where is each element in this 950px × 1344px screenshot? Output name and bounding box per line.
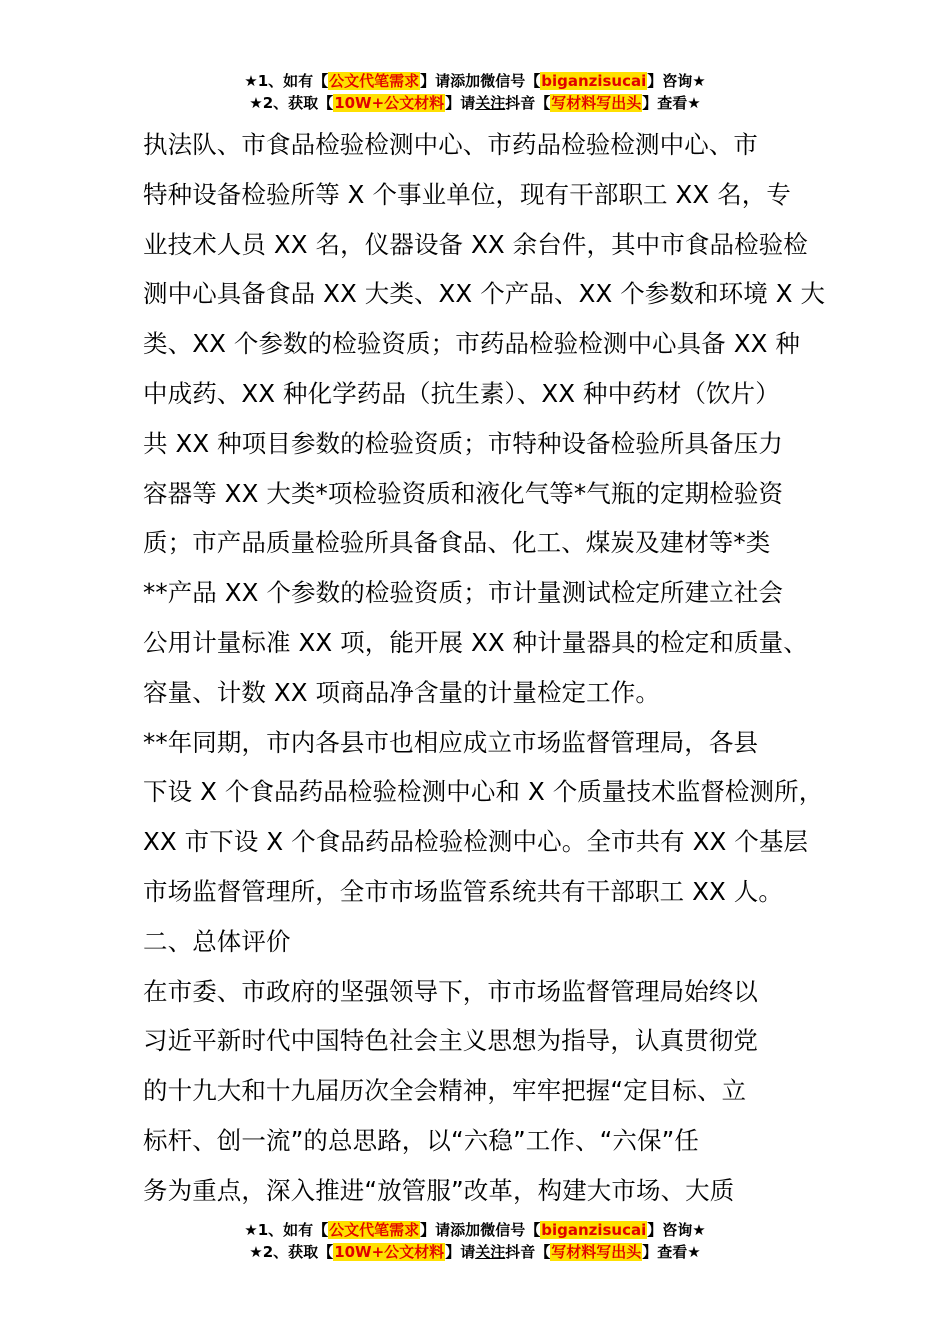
text-line: 容量、计数 XX 项商品净含量的计量检定工作。 [143, 677, 660, 707]
banner-underlined-text: 关注 [475, 1243, 506, 1261]
banner-text: 】请添加 [420, 1221, 481, 1239]
text-line: 公用计量标准 XX 项，能开展 XX 种计量器具的检定和质量、 [143, 627, 808, 657]
banner-highlight: 写材料写出头 [551, 1243, 642, 1261]
banner-text: 】请 [445, 1243, 476, 1261]
banner-text: ★1、如有【 [244, 72, 329, 90]
text-line: 共 XX 种项目参数的检验资质；市特种设备检验所具备压力 [143, 428, 783, 458]
text-line: **产品 XX 个参数的检验资质；市计量测试检定所建立社会 [143, 578, 784, 608]
banner-text: 】查看★ [642, 1243, 701, 1261]
banner-text: ★2、获取【 [249, 94, 334, 112]
banner-highlight: 10W+公文材料 [334, 1243, 445, 1261]
text-line: 下设 X 个食品药品检验检测中心和 X 个质量技术监督检测所， [143, 777, 824, 807]
banner-text: 抖音【 [505, 1243, 551, 1261]
text-line: 务为重点，深入推进“放管服”改革，构建大市场、大质 [143, 1175, 735, 1205]
banner-highlight: 10W+公文材料 [334, 94, 445, 112]
banner-highlight: biganzisucai [541, 72, 647, 90]
banner-text: 微信号【 [480, 72, 541, 90]
text-line: 业技术人员 XX 名，仪器设备 XX 余台件，其中市食品检验检 [143, 229, 808, 259]
text-line: 测中心具备食品 XX 大类、XX 个产品、XX 个参数和环境 X 大 [143, 279, 826, 309]
text-line: 市场监督管理所，全市市场监管系统共有干部职工 XX 人。 [143, 876, 783, 906]
footer-banner [0, 1219, 950, 1263]
banner-line-1 [0, 1219, 950, 1241]
banner-text: ★2、获取【 [249, 1243, 334, 1261]
text-line: 在市委、市政府的坚强领导下，市市场监督管理局始终以 [143, 976, 758, 1006]
header-banner [0, 70, 950, 114]
banner-highlight: 公文代笔需求 [329, 72, 420, 90]
text-line: XX 市下设 X 个食品药品检验检测中心。全市共有 XX 个基层 [143, 827, 809, 857]
document-body [143, 120, 843, 1216]
banner-text: 抖音【 [505, 94, 551, 112]
text-line: **年同期，市内各县市也相应成立市场监督管理局，各县 [143, 727, 759, 757]
banner-line-1 [0, 70, 950, 92]
banner-highlight: biganzisucai [541, 1221, 647, 1239]
banner-text: 】咨询★ [647, 1221, 706, 1239]
text-line: 类、XX 个参数的检验资质；市药品检验检测中心具备 XX 种 [143, 329, 800, 359]
banner-highlight: 公文代笔需求 [329, 1221, 420, 1239]
text-line: 标杆、创一流”的总思路，以“六稳”工作、“六保”任 [143, 1125, 699, 1155]
text-line: 的十九大和十九届历次全会精神，牢牢把握“定目标、立 [143, 1076, 747, 1106]
banner-text: 微信号【 [480, 1221, 541, 1239]
banner-text: 】请添加 [420, 72, 481, 90]
banner-highlight: 写材料写出头 [551, 94, 642, 112]
banner-line-2 [0, 1241, 950, 1263]
section-heading: 二、总体评价 [143, 926, 291, 956]
banner-text: ★1、如有【 [244, 1221, 329, 1239]
text-line: 习近平新时代中国特色社会主义思想为指导，认真贯彻党 [143, 1026, 758, 1056]
banner-text: 】查看★ [642, 94, 701, 112]
banner-text: 】请 [445, 94, 476, 112]
text-line: 特种设备检验所等 X 个事业单位，现有干部职工 XX 名，专 [143, 179, 792, 209]
banner-underlined-text: 关注 [475, 94, 506, 112]
text-line: 中成药、XX 种化学药品（抗生素）、XX 种中药材（饮片） [143, 378, 780, 408]
text-line: 容器等 XX 大类*项检验资质和液化气等*气瓶的定期检验资 [143, 478, 784, 508]
text-line: 执法队、市食品检验检测中心、市药品检验检测中心、市 [143, 130, 758, 159]
banner-text: 】咨询★ [647, 72, 706, 90]
text-line: 质；市产品质量检验所具备食品、化工、煤炭及建材等*类 [143, 528, 771, 558]
banner-line-2 [0, 92, 950, 114]
